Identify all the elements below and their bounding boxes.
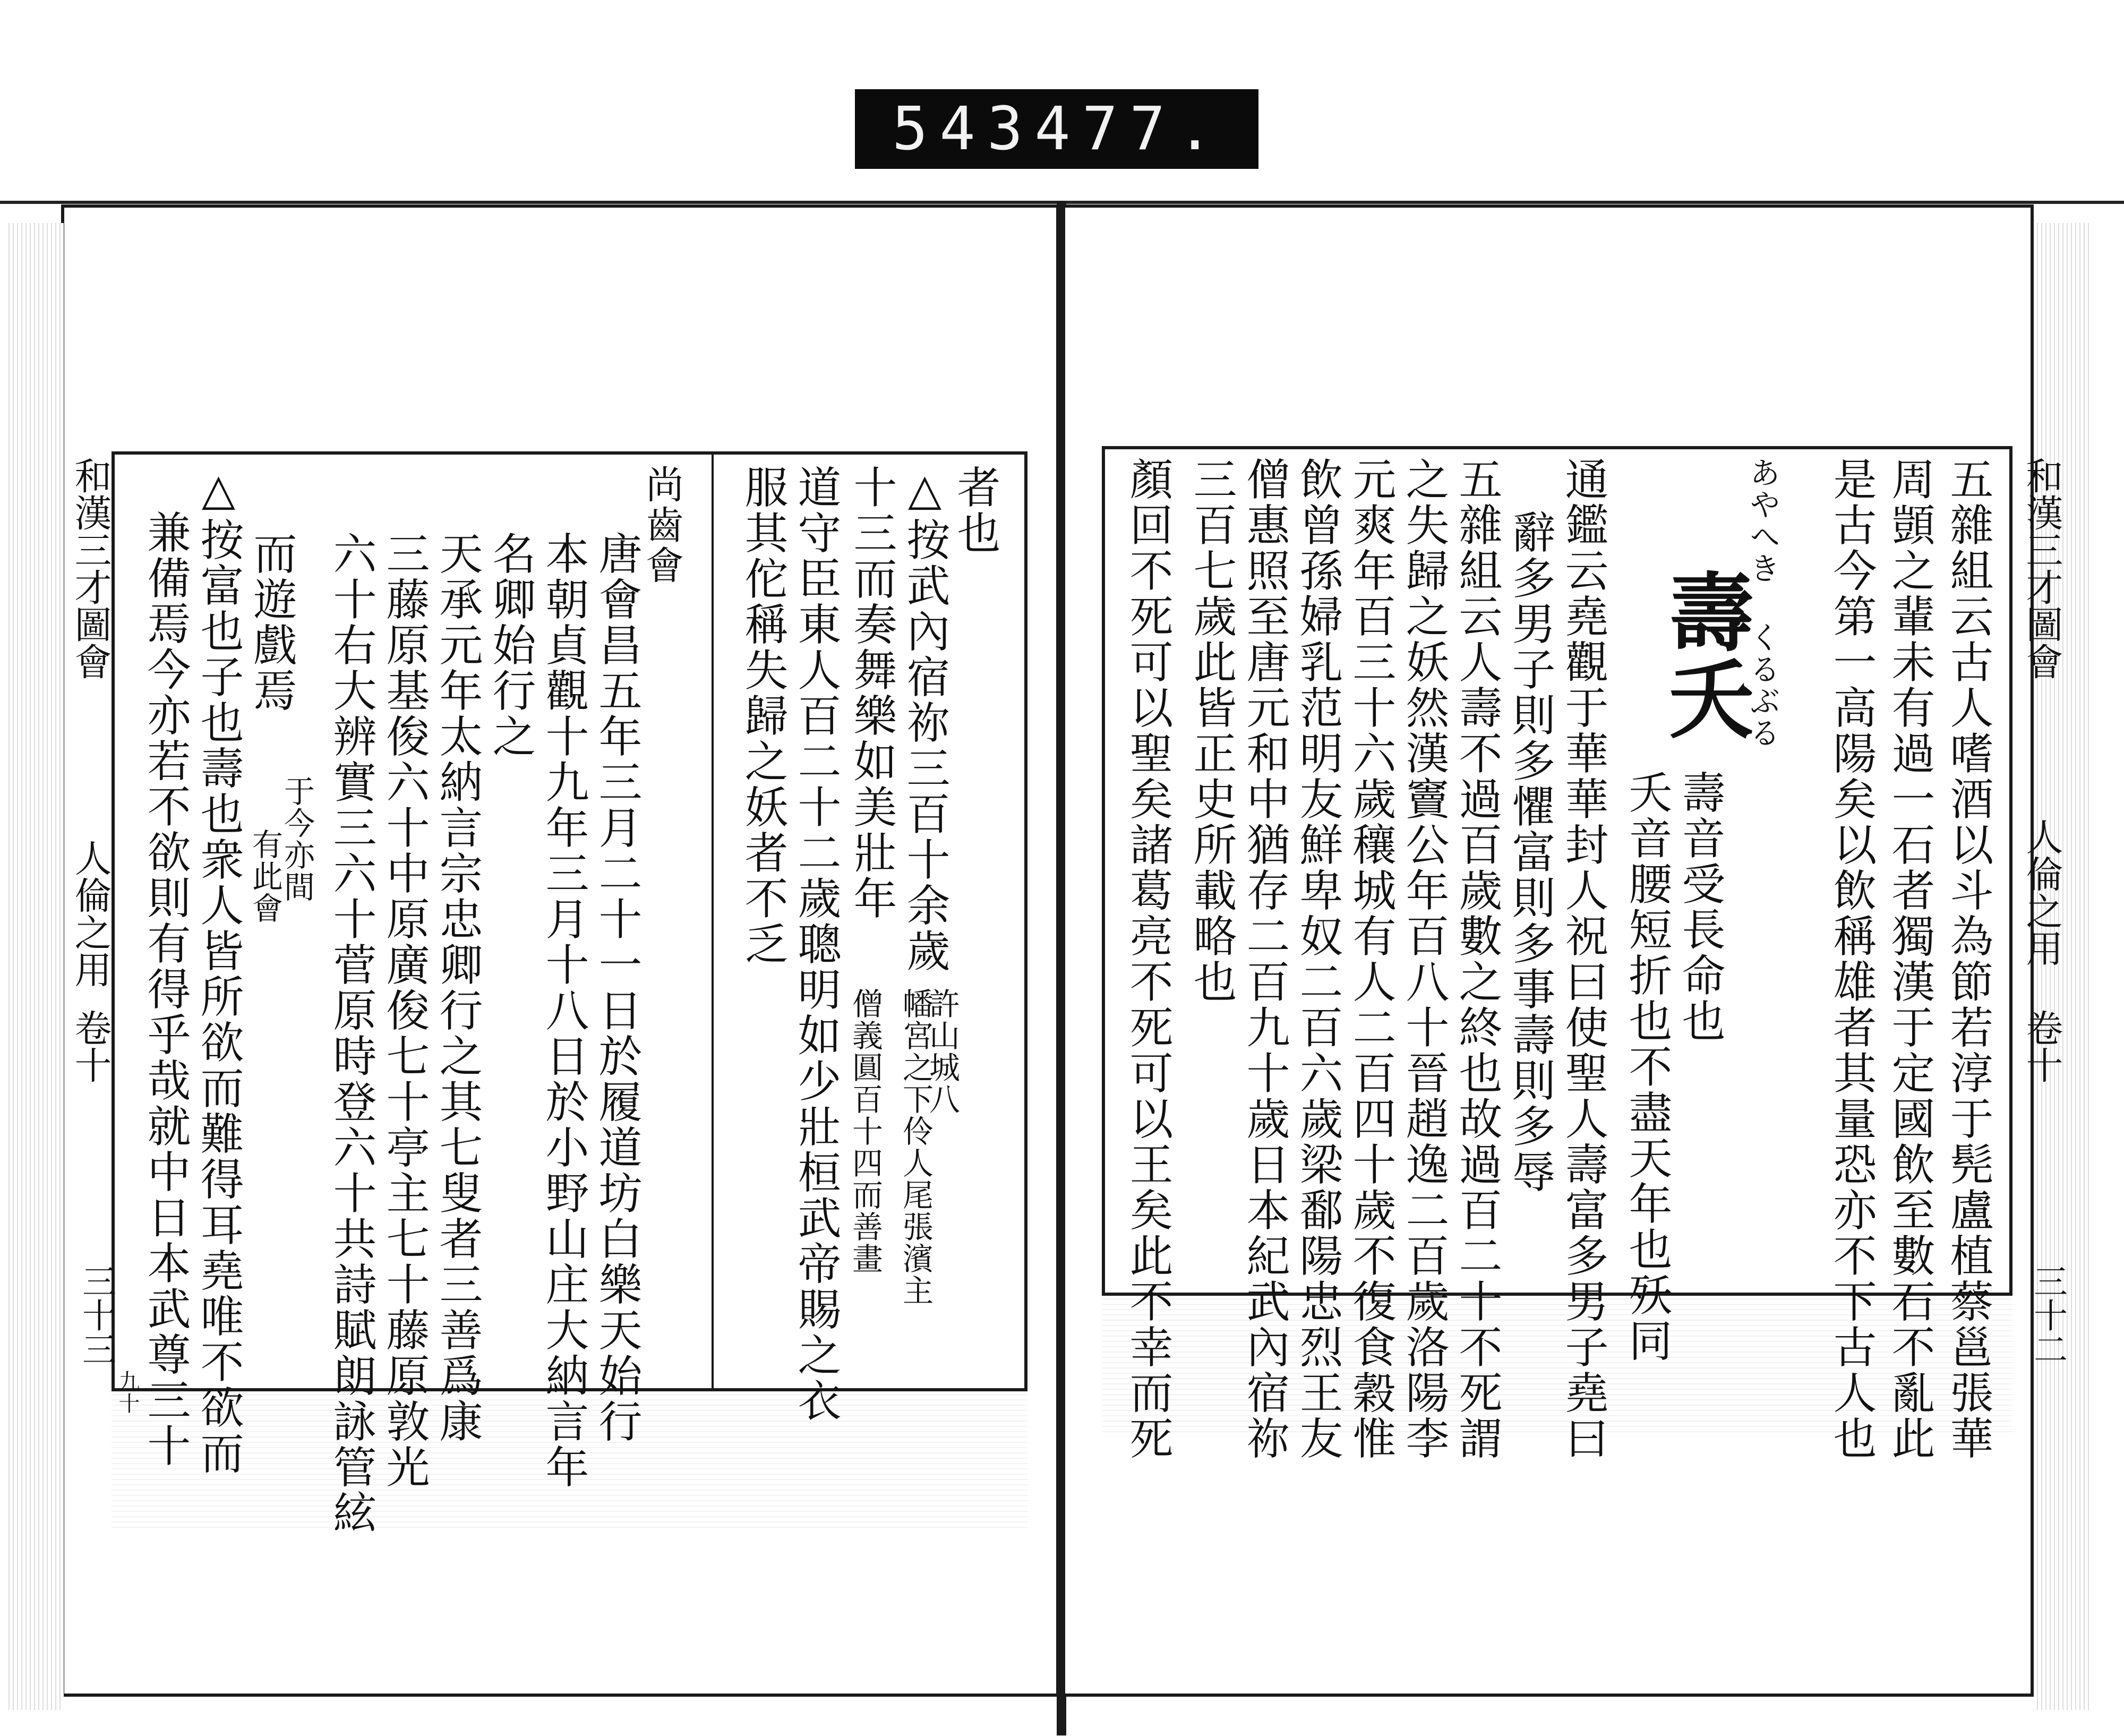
left-col-11: 三藤原基俊六十中原廣俊七十亭主七十藤原敦光 [379,531,430,1490]
left-col-1: 者也 [950,465,1000,556]
right-col-15: 顏回不死可以聖矣諸葛亮不死可以王矣此不幸而死 [1123,457,1173,1461]
left-col-3: 十三而奏舞樂如美壯年 [846,465,897,921]
left-page-number: 三十三 [76,1264,116,1366]
left-note-3: 僧義圓百十四而善畫 [847,988,883,1275]
right-spine-title: 和漢三才圖會 [2020,457,2063,680]
left-col-13: 而遊戲焉 [246,531,297,714]
left-heading-shoshikai: 尚齒會 [639,465,684,586]
right-spine-volume: 卷十 [2020,1009,2063,1083]
right-col-11: 元爽年百三十六歲穰城有人二百四十歲不復食穀惟 [1346,457,1396,1461]
right-col-12: 飲曾孫婦乳范明友鮮卑奴二百六歲梁鄱陽忠烈王友 [1292,457,1343,1461]
left-col-15: 兼備焉今亦若不欲則有得乎哉就中日本武尊三十 [140,510,191,1469]
left-spine-volume: 卷十 [68,1009,112,1083]
left-page-edge [5,223,64,1710]
left-col-2: △按武內宿祢三百十余歲 [900,465,950,974]
right-col-8: 辭多男子則多懼富則多事壽則多辱 [1505,510,1555,1195]
archive-number-right: 477. [1034,95,1225,164]
right-col-6: 夭音腰短折也不盡天年也殀同 [1622,770,1672,1364]
right-col-13: 僧惠照至唐元和中猶存二百九十歲日本紀武內宿祢 [1239,457,1290,1461]
left-note-2: 幡宮之下伶人尾張濱主 [897,988,933,1306]
left-note-5: 于今亦間 [279,775,315,903]
left-col-5: 服其佗稱失歸之妖者不乏 [738,465,788,967]
right-col-1: 五雜組云古人嗜酒以斗為節若淳于髡盧植蔡邕張華 [1943,457,1993,1461]
left-column-divider [712,451,714,1391]
right-col-14: 三百七歲此皆正史所載略也 [1186,457,1237,1005]
left-col-14: △按富也子也壽也衆人皆所欲而難得耳堯唯不欲而 [193,465,244,1476]
right-col-10: 之失歸之妖然漢竇公年百八十晉趙逸二百歲洛陽李 [1399,457,1449,1461]
archive-number-left: 543 [892,95,1035,164]
right-col-3: 是古今第一高陽矣以飲稱雄者其量恐亦不下古人也 [1826,457,1877,1461]
right-page-number: 三十二 [2028,1264,2067,1366]
left-note-6: 九十 [115,1370,140,1415]
right-col-9: 五雜組云人壽不過百歲數之終也故過百二十不死謂 [1452,457,1502,1461]
right-spine-section: 人倫之用 [2020,818,2063,967]
right-col-5: 壽音受長命也 [1675,770,1725,1044]
archive-label [855,89,1258,169]
right-heading-jyuyou: 壽夭 [1655,568,1754,742]
right-page-edge [2034,223,2092,1710]
right-furigana-heading: あやへき くるぶる [1744,457,1780,749]
left-col-12: 六十右大辨實三六十菅原時登六十共詩賦朗詠管絃 [326,531,376,1536]
left-col-10: 天承元年太納言宗忠卿行之其七叟者三善爲康 [432,531,483,1444]
left-col-9: 名卿始行之 [485,531,536,759]
left-col-7: 唐會昌五年三月二十一日於履道坊白樂天始行 [592,531,642,1444]
left-col-8: 本朝貞觀十九年三月十八日於小野山庄大納言年 [538,531,589,1490]
left-note-4: 有此會 [247,828,283,924]
left-col-4: 道守臣東人百二十二歲聰明如少壯桓武帝賜之衣 [791,465,841,1424]
right-col-2: 周顗之輩未有過一石者獨漢于定國飲至數石不亂此 [1885,457,1935,1461]
right-col-7: 通鑑云堯觀于華華封人祝曰使聖人壽富多男子堯曰 [1558,457,1608,1461]
left-spine-title: 和漢三才圖會 [68,457,112,680]
left-note-1: 許山城八 [924,988,960,1115]
left-spine-section: 人倫之用 [68,839,112,988]
